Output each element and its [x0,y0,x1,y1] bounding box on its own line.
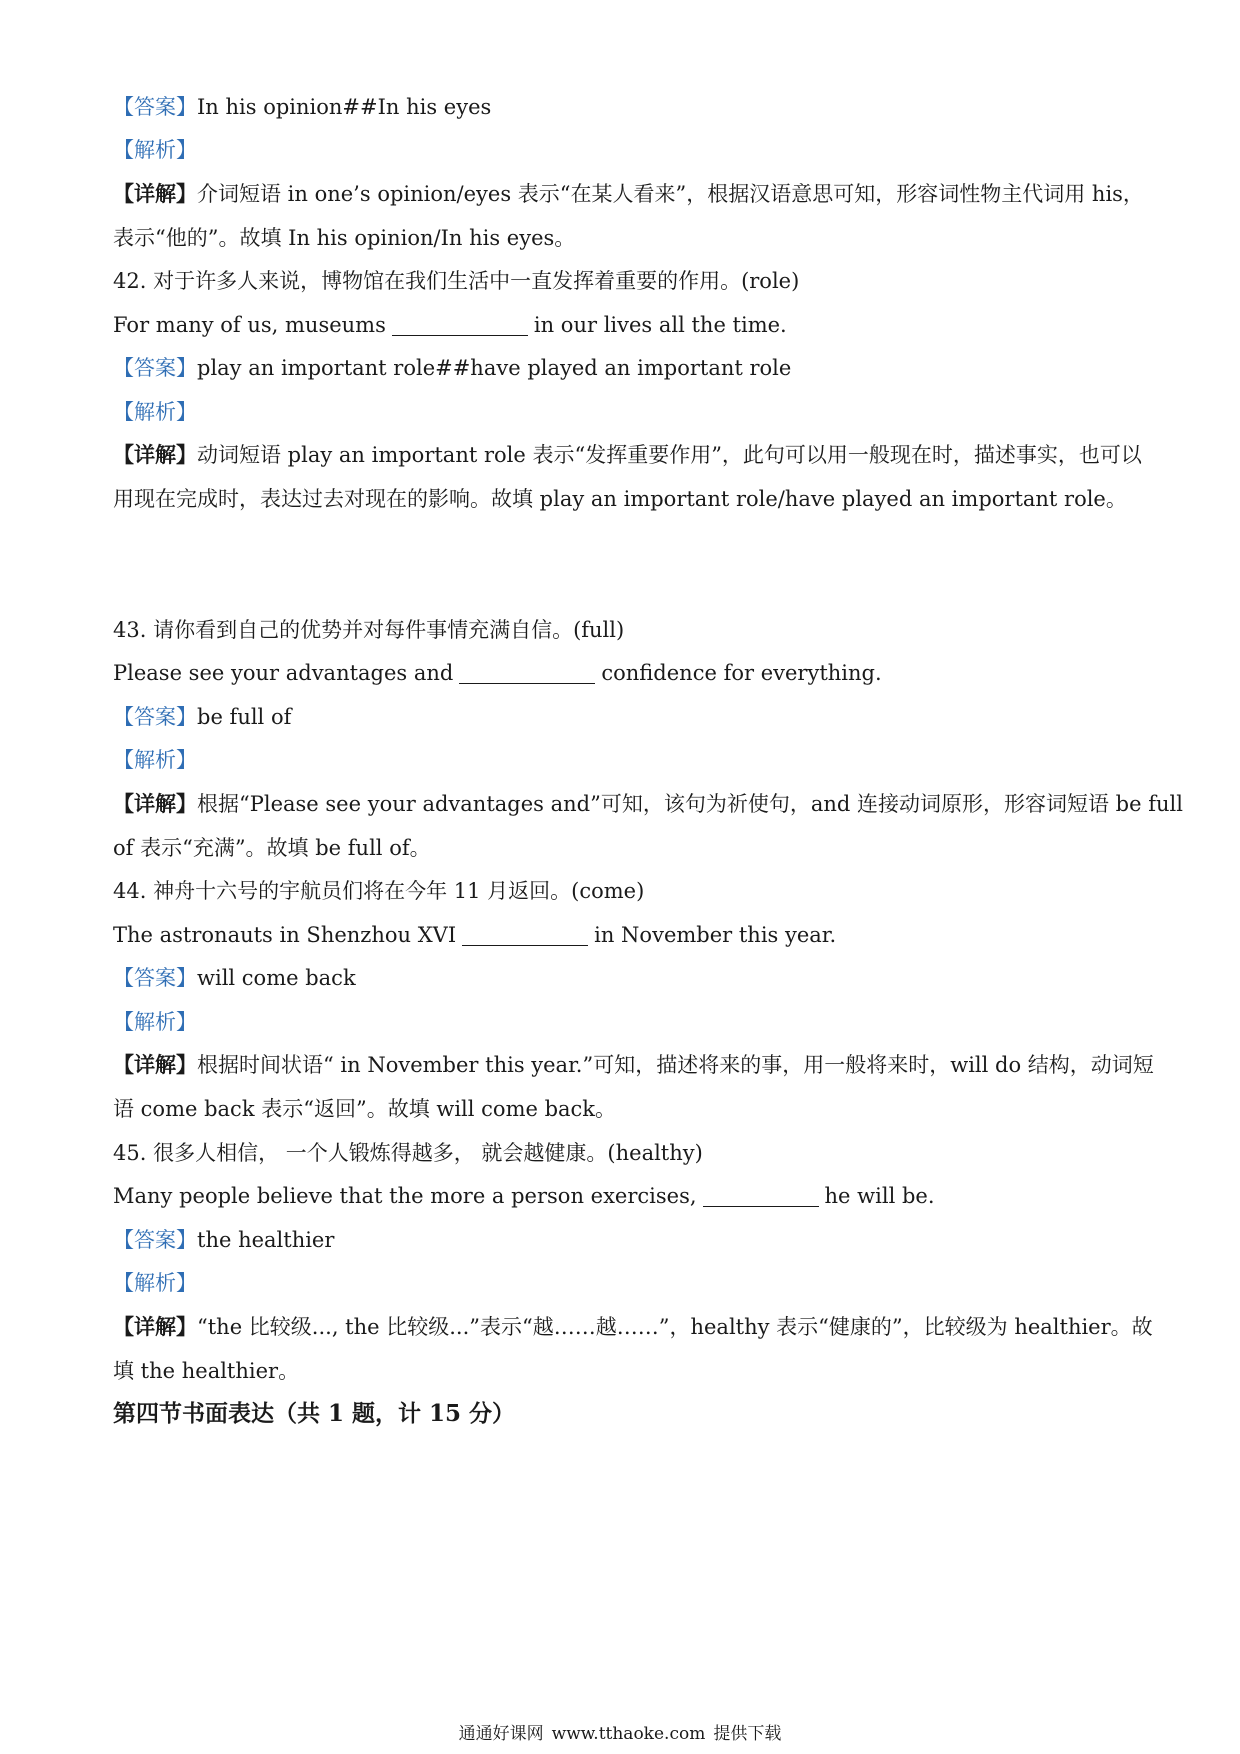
section-heading: 第四节书面表达（共 1 题，计 15 分） [113,1400,516,1427]
analysis-label: 【解析】 [113,1271,197,1295]
analysis-label: 【解析】 [113,748,197,772]
footer-note: 提供下载 [713,1724,782,1744]
q45-sentence [113,1181,1143,1211]
q45-sentence-after: he will be. [824,1184,935,1208]
q45-detail-1 [113,1312,1153,1342]
q44-sentence [113,920,1143,950]
q42-detail-text-2: 用现在完成时，表达过去对现在的影响。故填 play an important role/have played an important role。 [113,487,1127,511]
q43-sentence-before: Please see your advantages and [113,661,454,685]
q41-answer [113,92,1143,122]
analysis-label: 【解析】 [113,400,197,424]
q41-detail-text-2: 表示“他的”。故填 In his opinion/In his eyes。 [113,226,576,250]
detail-label: 【详解】 [113,791,197,816]
q43-answer [113,702,1143,732]
q44-prompt: 44. 神舟十六号的宇航员们将在今年 11 月返回。(come) [113,879,645,903]
q45-answer [113,1225,1143,1255]
footer-site-name: 通通好课网 [458,1724,544,1744]
detail-label: 【详解】 [113,181,197,206]
q41-detail-1 [113,179,1143,209]
q44-analysis [113,1007,1143,1037]
q45-sentence-before: Many people believe that the more a person exercises, [113,1184,697,1208]
q42-blank [392,313,528,336]
q43-detail-1 [113,789,1183,819]
q45-detail-text-2: 填 the healthier。 [113,1359,300,1383]
q42-analysis [113,397,1143,427]
q42-answer-text: play an important role##have played an important role [197,356,792,380]
analysis-label: 【解析】 [113,138,197,162]
q43-blank [459,661,595,684]
q43-sentence-after: confidence for everything. [601,661,882,685]
q45-prompt: 45. 很多人相信， 一个人锻炼得越多， 就会越健康。(healthy) [113,1141,703,1165]
q44-detail-1 [113,1050,1154,1080]
q43-prompt: 43. 请你看到自己的优势并对每件事情充满自信。(full) [113,618,625,642]
q43-detail-text-2: of 表示“充满”。故填 be full of。 [113,836,431,860]
detail-label: 【详解】 [113,442,197,467]
q44-detail-text-2: 语 come back 表示“返回”。故填 will come back。 [113,1097,617,1121]
q42-prompt: 42. 对于许多人来说，博物馆在我们生活中一直发挥着重要的作用。(role) [113,269,800,293]
detail-label: 【详解】 [113,1314,197,1339]
footer-url[interactable]: www.tthaoke.com [551,1724,706,1744]
q44-detail-text-1: 根据时间状语“ in November this year.”可知，描述将来的事，用一般将来时，will do 结构，动词短 [197,1053,1154,1077]
q41-analysis [113,135,1143,165]
answer-label: 【答案】 [113,1228,197,1252]
q44-blank [462,923,588,946]
q45-detail-2 [113,1356,1143,1386]
q43-detail-2 [113,833,1143,863]
q44-answer-text: will come back [197,966,356,990]
q43-answer-text: be full of [197,705,292,729]
q44-sentence-before: The astronauts in Shenzhou XVI [113,923,457,947]
q45-blank [703,1184,819,1207]
analysis-label: 【解析】 [113,1010,197,1034]
q41-answer-text: In his opinion##In his eyes [197,95,492,119]
detail-label: 【详解】 [113,1052,197,1077]
q43-sentence [113,658,1143,688]
q41-detail-text-1: 介词短语 in one’s opinion/eyes 表示“在某人看来”，根据汉语意思可知，形容词性物主代词用 his， [197,182,1144,206]
q44-detail-2 [113,1094,1143,1124]
page-footer [0,1722,1240,1746]
q42-detail-2 [113,484,1143,514]
q43-detail-text-1: 根据“Please see your advantages and”可知，该句为祈使句，and 连接动词原形，形容词短语 be full [197,792,1183,816]
q42-answer [113,353,1143,383]
q44-answer [113,963,1143,993]
answer-label: 【答案】 [113,966,197,990]
q45-answer-text: the healthier [197,1228,335,1252]
q42-detail-1 [113,440,1143,470]
q45-analysis [113,1268,1143,1298]
q44-sentence-after: in November this year. [594,923,837,947]
q42-sentence-after: in our lives all the time. [533,313,787,337]
q42-sentence [113,310,1143,340]
q45-detail-text-1: “the 比较级..., the 比较级...”表示“越……越……”，healthy 表示“健康的”，比较级为 healthier。故 [197,1315,1153,1339]
answer-label: 【答案】 [113,95,197,119]
q41-detail-2 [113,223,1143,253]
q42-detail-text-1: 动词短语 play an important role 表示“发挥重要作用”，此句可以用一般现在时，描述事实，也可以 [197,443,1142,467]
q43-analysis [113,745,1143,775]
q42-sentence-before: For many of us, museums [113,313,386,337]
answer-label: 【答案】 [113,705,197,729]
answer-label: 【答案】 [113,356,197,380]
